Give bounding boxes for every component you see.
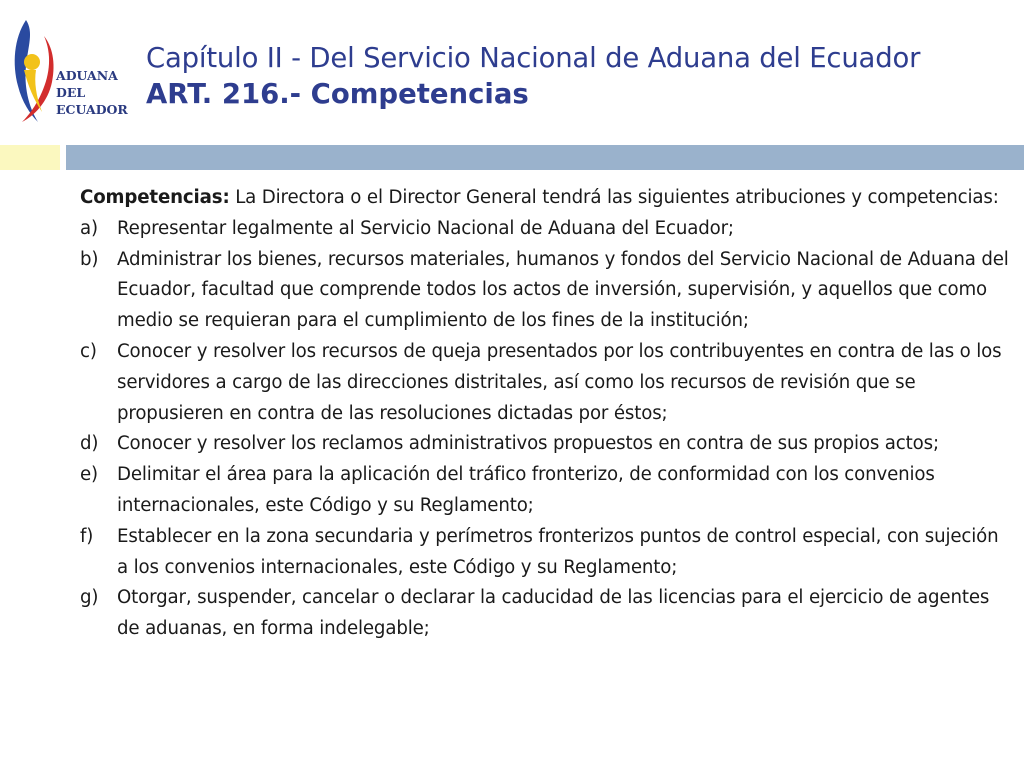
logo-text-line1: ADUANA bbox=[56, 68, 118, 83]
list-item-text: Conocer y resolver los reclamos administrativos propuestos en contra de sus propios actos; bbox=[117, 433, 939, 455]
list-item-text: Representar legalmente al Servicio Nacional de Aduana del Ecuador; bbox=[117, 217, 734, 239]
list-item bbox=[80, 337, 1010, 429]
list-item-marker: g) bbox=[80, 587, 99, 609]
header-accent-yellow bbox=[0, 145, 60, 170]
list-item bbox=[80, 583, 1010, 645]
header-accent-blue bbox=[66, 145, 1024, 170]
logo-text-line2: DEL bbox=[56, 85, 86, 100]
aduana-logo bbox=[4, 16, 140, 128]
list-item-marker: f) bbox=[80, 525, 94, 547]
chapter-title: Capítulo II - Del Servicio Nacional de Aduana del Ecuador bbox=[146, 42, 921, 74]
logo-text-line3: ECUADOR bbox=[56, 102, 128, 117]
competencias-list bbox=[80, 214, 1010, 645]
intro-label: Competencias: bbox=[80, 187, 230, 208]
list-item-marker: c) bbox=[80, 340, 97, 362]
slide-title bbox=[146, 40, 920, 112]
list-item bbox=[80, 429, 1010, 460]
list-item-text: Establecer en la zona secundaria y perímetros fronterizos puntos de control especial, con sujeción a los convenios internacionales, este Código y su Reglamento; bbox=[117, 525, 999, 578]
list-item-marker: d) bbox=[80, 433, 99, 455]
list-item-text: Otorgar, suspender, cancelar o declarar la caducidad de las licencias para el ejercicio de agentes de aduanas, en forma indelegable; bbox=[117, 587, 990, 640]
slide-body bbox=[80, 183, 1010, 645]
list-item-text: Conocer y resolver los recursos de queja presentados por los contribuyentes en contra de las o los servidores a cargo de las direcciones distritales, así como los recursos de revisión que se propusieren en contra de las resoluciones dictadas por éstos; bbox=[117, 340, 1002, 424]
list-item bbox=[80, 522, 1010, 584]
list-item-marker: e) bbox=[80, 464, 98, 486]
list-item-text: Delimitar el área para la aplicación del tráfico fronterizo, de conformidad con los convenios internacionales, este Código y su Reglamento; bbox=[117, 464, 935, 516]
list-item-text: Administrar los bienes, recursos materiales, humanos y fondos del Servicio Nacional de Aduana del Ecuador, facultad que comprende todos los actos de inversión, supervisión, y aquellos que como medio se requieran para el cumplimiento de los fines de la institución; bbox=[117, 248, 1009, 332]
list-item-marker: a) bbox=[80, 217, 98, 239]
intro-paragraph bbox=[80, 183, 1010, 214]
list-item bbox=[80, 460, 1010, 522]
intro-text: La Directora o el Director General tendrá las siguientes atribuciones y competencias: bbox=[229, 187, 999, 208]
list-item bbox=[80, 245, 1010, 337]
list-item bbox=[80, 214, 1010, 245]
article-title: ART. 216.- Competencias bbox=[146, 78, 529, 110]
list-item-marker: b) bbox=[80, 248, 99, 270]
